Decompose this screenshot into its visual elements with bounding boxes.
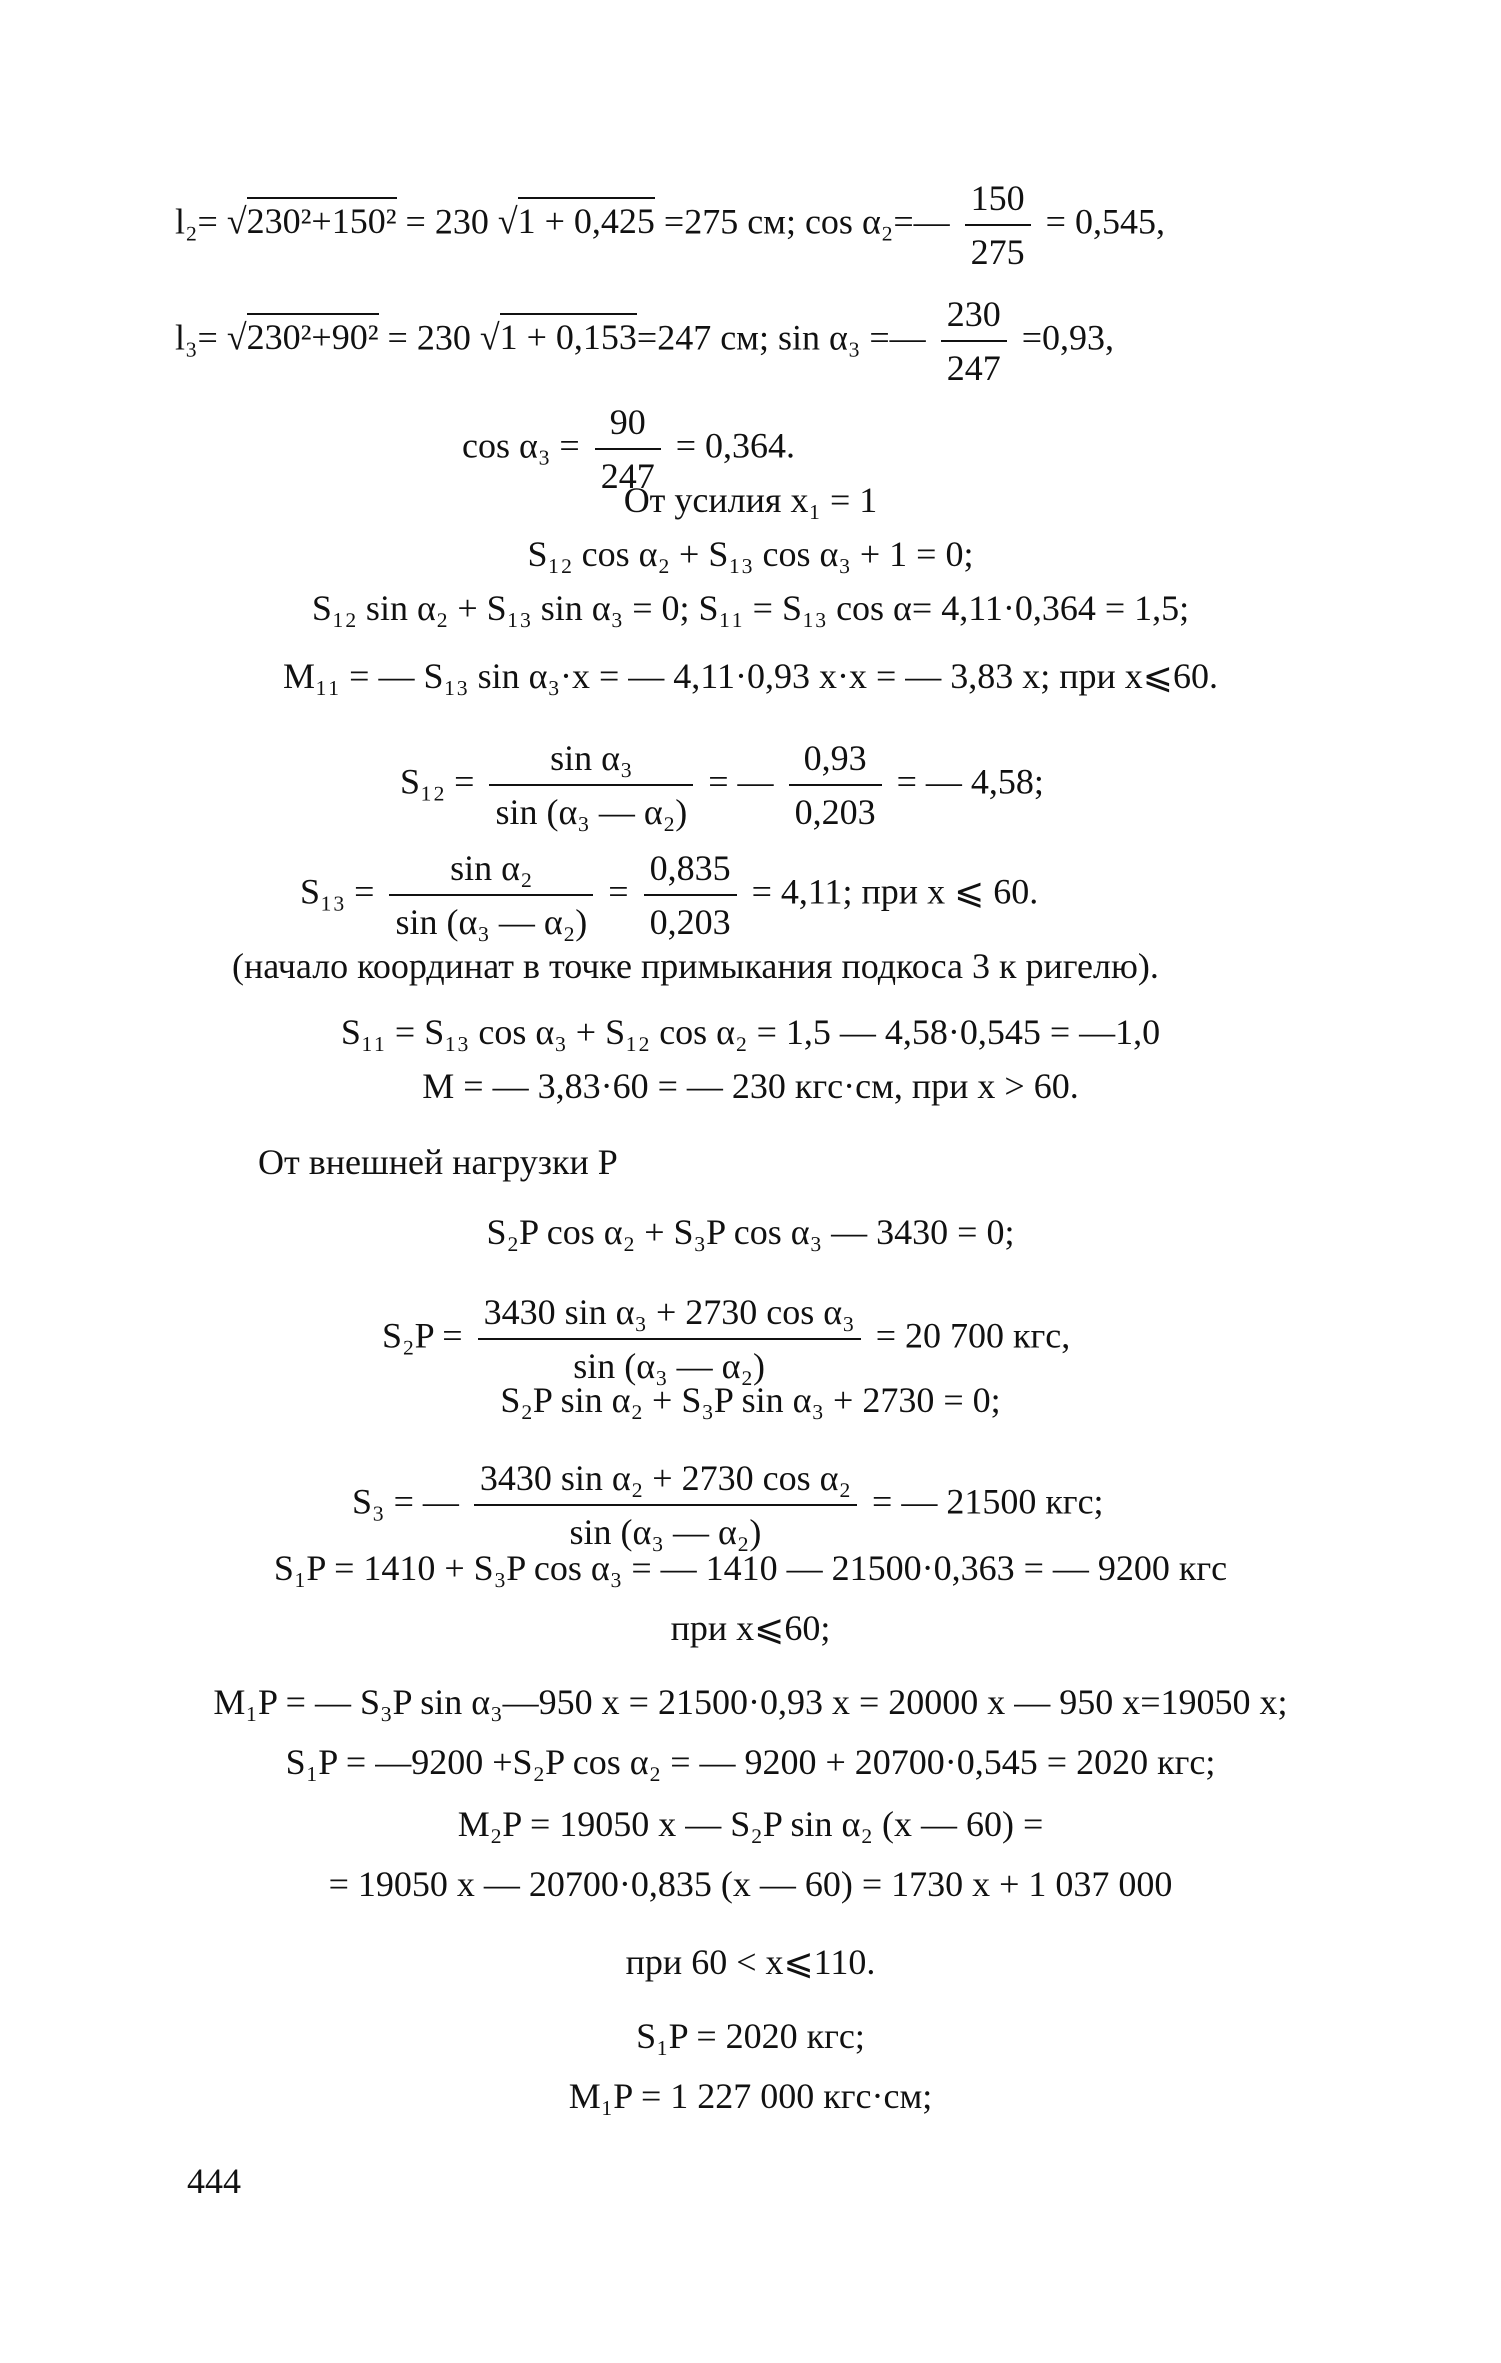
s13-mid: =	[599, 871, 638, 912]
s12-denominator-1: sin (α₃ — α₂)	[495, 792, 688, 832]
l3-numerator: 230	[941, 292, 1007, 342]
cos3-left: cos α₃ =	[462, 425, 589, 466]
s13-numerator-1: sin α₂	[389, 846, 593, 896]
s13-numerator-2: 0,835	[644, 846, 737, 896]
l3-denominator: 247	[946, 348, 1001, 388]
s12-left: S₁₂ =	[400, 761, 484, 802]
s2p-fraction	[478, 1290, 861, 1388]
equation-1: S₁₂ cos α₂ + S₁₃ cos α₃ + 1 = 0;	[527, 534, 974, 574]
s13-denominator-2: 0,203	[649, 902, 731, 942]
s3-denominator: sin (α₃ — α₂)	[569, 1512, 762, 1552]
s3-fraction	[474, 1456, 857, 1554]
equation-9: при x⩽60;	[670, 1608, 831, 1648]
l3-end: =0,93,	[1012, 317, 1114, 358]
equation-14: при 60 < x⩽110.	[625, 1942, 876, 1982]
l3-left: l₃= √	[175, 317, 247, 358]
s2p-numerator: 3430 sin α₃ + 2730 cos α₃	[478, 1290, 861, 1340]
l3-radicand-1: 230²+90²	[247, 313, 379, 357]
s2p-end: = 20 700 кгс,	[866, 1315, 1071, 1356]
equation-12: M₂P = 19050 x — S₂P sin α₂ (x — 60) =	[457, 1804, 1044, 1844]
s2p-left: S₂P =	[382, 1315, 472, 1356]
heading-unit-force: От усилия x₁ = 1	[623, 480, 878, 520]
l2-mid: = 230 √	[396, 201, 518, 242]
cos3-numerator: 90	[595, 400, 661, 450]
equation-3: M₁₁ = — S₁₃ sin α₃·x = — 4,11·0,93 x·x = — 3,83 x; при x⩽60.	[283, 656, 1218, 696]
equation-16: M₁P = 1 227 000 кгс·см;	[568, 2076, 933, 2116]
cos3-end: = 0,364.	[666, 425, 796, 466]
l2-radicand-2: 1 + 0,425	[518, 197, 655, 241]
equation-11: S₁P = —9200 +S₂P cos α₂ = — 9200 + 20700·0,545 = 2020 кгс;	[285, 1742, 1216, 1782]
s12-numerator-1: sin α₃	[489, 736, 693, 786]
s12-denominator-2: 0,203	[794, 792, 876, 832]
equation-6: S₂P cos α₂ + S₃P cos α₃ — 3430 = 0;	[486, 1212, 1015, 1252]
equation-2: S₁₂ sin α₂ + S₁₃ sin α₃ = 0; S₁₁ = S₁₃ cos α= 4,11·0,364 = 1,5;	[311, 588, 1190, 628]
equation-7: S₂P sin α₂ + S₃P sin α₃ + 2730 = 0;	[500, 1380, 1001, 1420]
l2-left: l₂= √	[175, 201, 247, 242]
s3-end: = — 21500 кгс;	[863, 1481, 1104, 1522]
s12-fraction-2	[789, 736, 882, 834]
l2-fraction	[965, 176, 1031, 274]
l3-mid: = 230 √	[378, 317, 500, 358]
equation-10: M₁P = — S₃P sin α₃—950 x = 21500·0,93 x = 20000 x — 950 x=19050 x;	[213, 1682, 1288, 1722]
s12-numerator-2: 0,93	[789, 736, 882, 786]
equation-8: S₁P = 1410 + S₃P cos α₃ = — 1410 — 21500·0,363 = — 9200 кгс	[273, 1548, 1228, 1588]
s13-end: = 4,11; при x ⩽ 60.	[742, 871, 1039, 912]
cos3-denominator: 247	[600, 456, 655, 496]
l3-radicand-2: 1 + 0,153	[500, 313, 637, 357]
s12-fraction-1	[489, 736, 693, 834]
s2p-denominator: sin (α₃ — α₂)	[573, 1346, 766, 1386]
s13-denominator-1: sin (α₃ — α₂)	[395, 902, 588, 942]
book-page: l₂= √230²+150² = 230 √1 + 0,425 =275 см; cos α₂=— $\frac{150}{275}$ = 0,545, l₃= √230²+90² = 230 √1 + 0,153=247 см; sin α₃ =— $\frac{230}{247}$ =0,93, cos α₃ = $\frac{90}{247}$ = 0,364. От усилия x₁ = 1 S₁₂ cos α₂ + S₁₃ cos α₃ + 1 = 0; S₁₂ sin α₂ + S₁₃ sin α₃ = 0; S₁₁ = S₁₃ cos α= 4,11·0,364 = 1,5; M₁₁ = — S₁₃ sin α₃·x = — 4,11·0,93 x·x = — 3,83 x; при x⩽60. S₁₂ = $\frac{\text{sin α₃}}{\text{sin (α₃ — α₂)}}$ = — $\frac{0,93}{0,203}$ = — 4,58; S₁₃ = $\frac{\text{sin α₂}}{\text{sin (α₃ — α₂)}}$ = $\frac{0,835}{0,203}$ = 4,11; при x ⩽ 60. (начало координат в точке примыкания подкоса 3 к ригелю). S₁₁ = S₁₃ cos α₃ + S₁₂ cos α₂ = 1,5 — 4,58·0,545 = —1,0 M = — 3,83·60 = — 230 кгс·см, при x > 60. От внешней нагрузки P S₂P cos α₂ + S₃P cos α₃ — 3430 = 0; S₂P = $\frac{\text{3430 sin α₃ + 2730 cos α₃}}{\text{sin (α₃ — α₂)}}$ = 20 700 кгс, S₂P sin α₂ + S₃P sin α₃ + 2730 = 0; S₃ = — $\frac{\text{3430 sin α₂ + 2730 cos α₂}}{\text{sin (α₃ — α₂)}}$ = — 21500 кгс; S₁P = 1410 + S₃P cos α₃ = — 1410 — 21500·0,363 = — 9200 кгс при x⩽60; M₁P = — S₃P sin α₃—950 x = 21500·0,93 x = 20000 x — 950 x=19050 x; S₁P = —9200 +S₂P cos α₂ = — 9200 + 20700·0,545 = 2020 кгс; M₂P = 19050 x — S₂P sin α₂ (x — 60) = = 19050 x — 20700·0,835 (x — 60) = 1730 x + 1 037 000 при 60 < x⩽110. S₁P = 2020 кгс; M₁P = 1 227 000 кгс·см; 444	[0, 0, 1501, 2363]
l2-numerator: 150	[965, 176, 1031, 226]
s13-fraction-1	[389, 846, 593, 944]
s3-numerator: 3430 sin α₂ + 2730 cos α₂	[474, 1456, 857, 1506]
l2-right: =275 см; cos α₂=—	[654, 201, 959, 242]
l2-radicand-1: 230²+150²	[247, 197, 397, 241]
l2-end: = 0,545,	[1036, 201, 1165, 242]
equation-15: S₁P = 2020 кгс;	[636, 2016, 865, 2056]
s12-mid: = —	[699, 761, 783, 802]
s12-end: = — 4,58;	[887, 761, 1044, 802]
s13-left: S₁₃ =	[300, 871, 384, 912]
equation-13: = 19050 x — 20700·0,835 (x — 60) = 1730 x + 1 037 000	[328, 1864, 1173, 1904]
l3-fraction	[941, 292, 1007, 390]
equation-4: S₁₁ = S₁₃ cos α₃ + S₁₂ cos α₂ = 1,5 — 4,58·0,545 = —1,0	[340, 1012, 1161, 1052]
s13-fraction-2	[644, 846, 737, 944]
l2-denominator: 275	[970, 232, 1025, 272]
l3-right: =247 см; sin α₃ =—	[636, 317, 935, 358]
page-number: 444	[187, 2161, 241, 2201]
s3-left: S₃ = —	[352, 1481, 468, 1522]
equation-5: M = — 3,83·60 = — 230 кгс·см, при x > 60.	[422, 1066, 1079, 1106]
